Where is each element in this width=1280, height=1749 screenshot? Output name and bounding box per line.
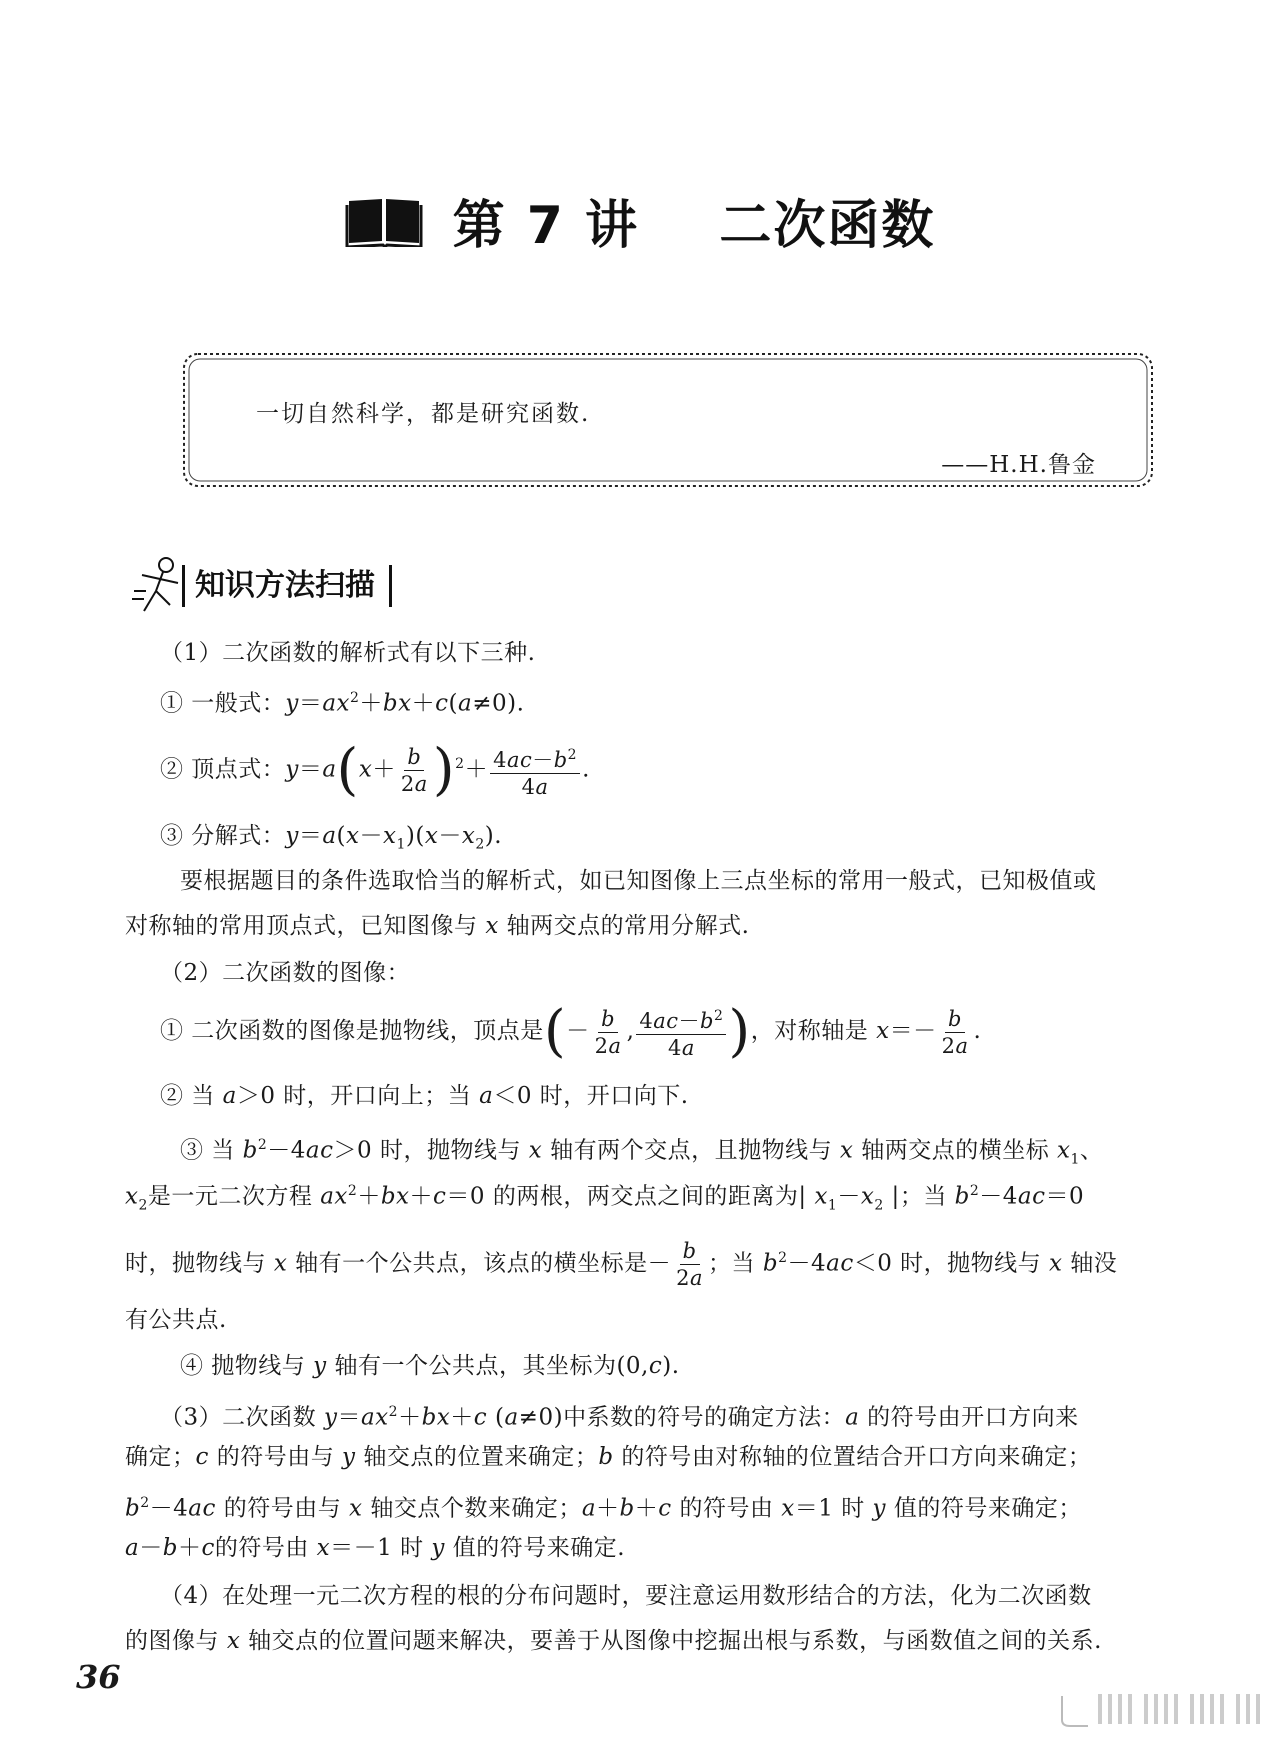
page-number: 36 xyxy=(76,1658,121,1696)
vertex-form-label: ② 顶点式： xyxy=(160,756,286,783)
p1-note-line1: 要根据题目的条件选取恰当的解析式，如已知图像上三点坐标的常用一般式，已知极值或 xyxy=(180,868,1097,894)
p1-note-line2: 对称轴的常用顶点式，已知图像与 x 轴两交点的常用分解式. xyxy=(125,913,750,939)
p2-item3-line2: $x_2$是一元二次方程 $ax^2+bx+c=0$ 的两根，两交点之间的距离为| $x_1-x_2$ |；当 $b^2-4ac=0$ xyxy=(125,1183,1085,1214)
general-form-label: ① 一般式： xyxy=(160,690,286,717)
section-header xyxy=(130,555,550,615)
p3-line2: 确定；c 的符号由与 y 轴交点的位置来确定；b 的符号由对称轴的位置结合开口方向来确定； xyxy=(125,1444,1092,1470)
p4-line2: 的图像与 x 轴交点的位置问题来解决，要善于从图像中挖掘出根与系数，与函数值之间的关系. xyxy=(125,1628,1102,1654)
p1-vertex-form: ② 顶点式：y＝a(x＋ $\frac{b}{2a}$ )$^2$＋ $\frac{4ac-b^2}{4a}$ . xyxy=(160,737,590,803)
p2-item3-line3: 时，抛物线与 x 轴有一个公共点，该点的横坐标是－ $\frac{b}{2a}$ ；当 $b^2-4ac<0$ 时，抛物线与 x 轴没 xyxy=(125,1239,1118,1291)
p3-line4: a－b＋c的符号由 x＝－1 时 y 值的符号来确定. xyxy=(125,1535,626,1561)
p2-intro: （2）二次函数的图像： xyxy=(160,960,411,986)
p2-item2: ② 当 a＞0 时，开口向上；当 a＜0 时，开口向下. xyxy=(160,1083,689,1109)
factor-form-label: ③ 分解式： xyxy=(160,823,286,849)
quote-text: 一切自然科学，都是研究函数. xyxy=(256,401,591,427)
p3-line3: $b^2-4ac$ 的符号由与 x 轴交点个数来确定；a＋b＋c 的符号由 x＝1 时 y 值的符号来确定； xyxy=(125,1495,1082,1522)
p2-item3-line4: 有公共点. xyxy=(125,1307,227,1333)
p2-item3-line1: ③ 当 $b^2-4ac>0$ 时，抛物线与 x 轴有两个交点，且抛物线与 x 轴两交点的横坐标 $x_1$、 xyxy=(180,1137,1104,1168)
section-label: 知识方法扫描 xyxy=(182,565,392,607)
p1-intro: （1）二次函数的解析式有以下三种. xyxy=(160,640,536,666)
p2-item4: ④ 抛物线与 y 轴有一个公共点，其坐标为(0,c). xyxy=(180,1353,680,1379)
p1-factor-form: ③ 分解式：$y=a(x-x_1)(x-x_2)$. xyxy=(160,823,503,853)
watermark-icon xyxy=(1058,1690,1268,1730)
open-book-icon xyxy=(345,195,423,247)
lecture-title-row xyxy=(0,183,1280,258)
p1-general-form: ① 一般式：$y=ax^2+bx+c(a\ne 0)$. xyxy=(160,690,525,717)
quote-box xyxy=(180,350,1156,490)
lecture-title: 第 7 讲 二次函数 xyxy=(452,196,936,256)
p2-item1: ① 二次函数的图像是抛物线，顶点是(－ $\frac{b}{2a}$ , $\frac{4ac-b^2}{4a}$ )，对称轴是 x＝－ $\frac{b}{2a}$ . xyxy=(160,999,982,1064)
quote-author: ——H.H.鲁金 xyxy=(941,452,1096,478)
p4-line1: （4）在处理一元二次方程的根的分布问题时，要注意运用数形结合的方法，化为二次函数 xyxy=(160,1583,1092,1609)
p3-line1: （3）二次函数 $y=ax^2+bx+c$ (a≠0)中系数的符号的确定方法：a 的符号由开口方向来 xyxy=(160,1404,1079,1431)
running-figure-icon xyxy=(130,555,190,617)
